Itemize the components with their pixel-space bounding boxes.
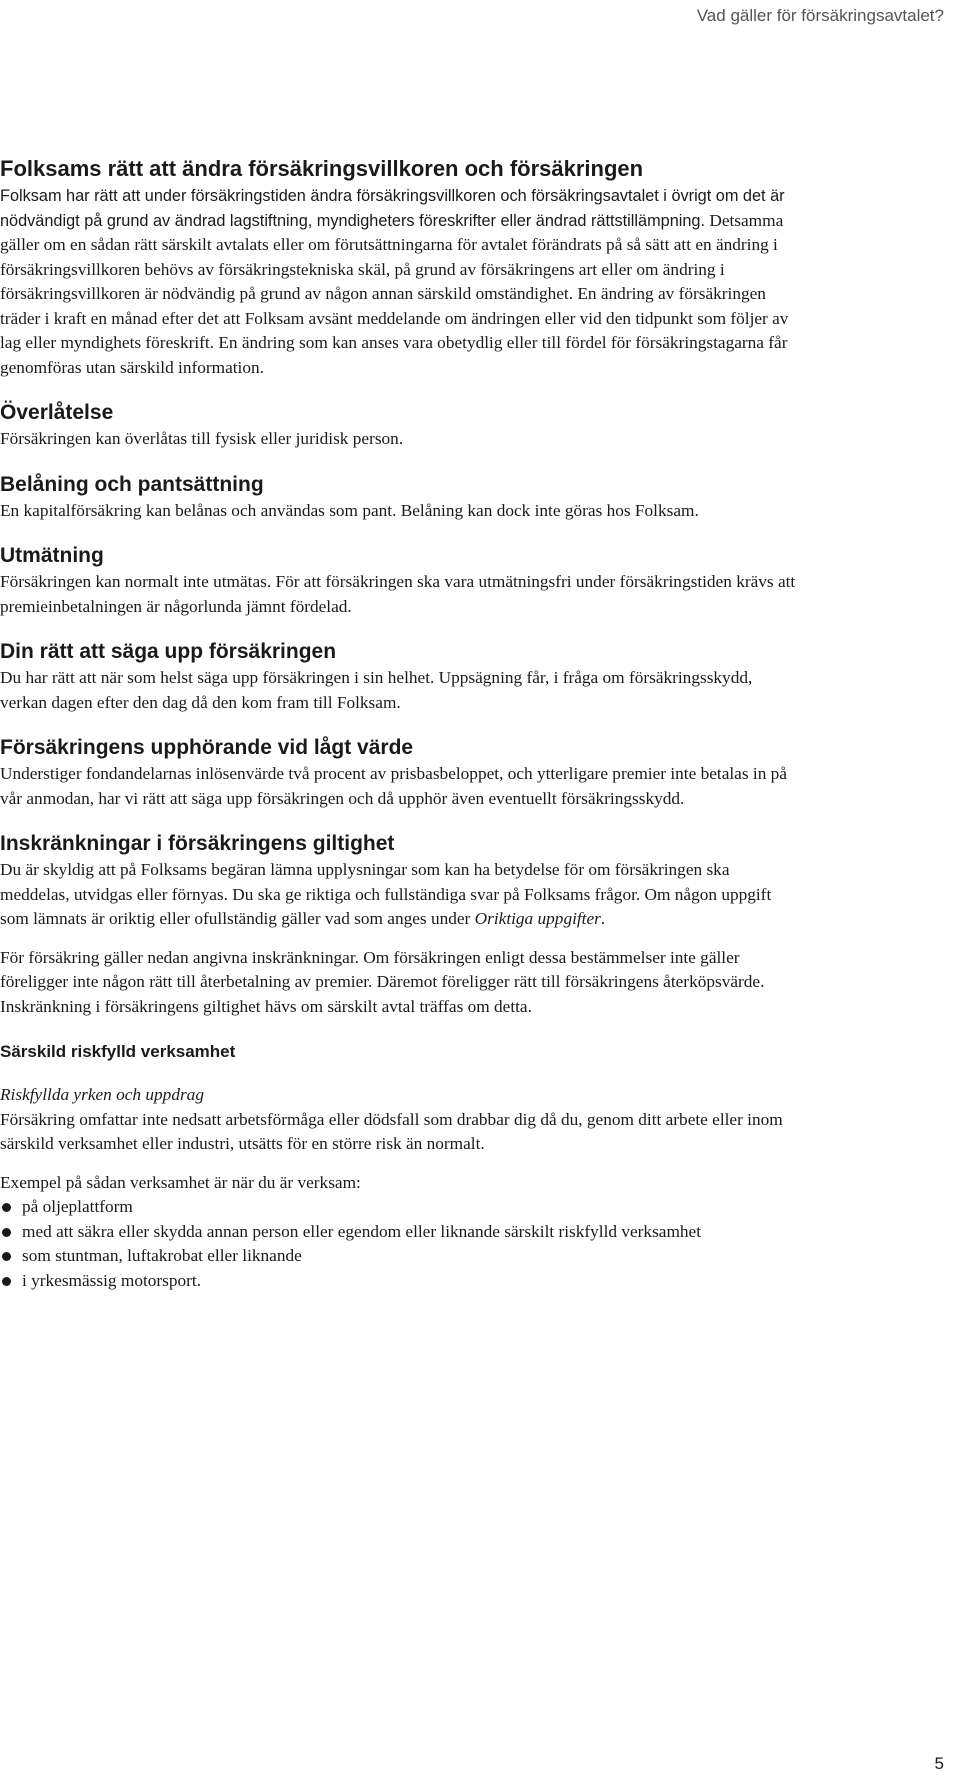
section-body-rest: Detsamma gäller om en sådan rätt särskilt avtalats eller om förutsättningarna för avtalet förändrats på så sätt att en ändring i försäkringsvillkoren behövs av försäkringstekniska skäl, på grund av försäkringens art eller om ändring i försäkringsvillkoren är nödvändig på grund av någon annan särskild omständighet. En ändring av försäkringen träder i kraft en månad efter det att Folksam avsänt meddelande om ändringen eller vid den tidpunkt som följer av lag eller myndighets föreskrift. En ändring som kan anses vara obetydlig eller till fördel för försäkringstagarna får genomföras utan särskild information. [0,210,789,377]
bullet-icon [2,1277,11,1286]
section-cancel [0,639,800,715]
bullet-icon [2,1228,11,1237]
running-header: Vad gäller för försäkringsavtalet? [696,6,944,25]
section-seizure [0,543,800,619]
section-body: Du har rätt att när som helst säga upp försäkringen i sin helhet. Uppsägning får, i fråga om försäkringsskydd, verkan dagen efter den dag då den kom fram till Folksam. [0,668,753,712]
section-body-end: . [600,909,606,928]
section-body [0,858,800,932]
section-title: Folksams rätt att ändra försäkringsvillkoren och försäkringen [0,156,644,181]
section-title: Försäkringens upphörande vid lågt värde [0,736,414,759]
section-limits [0,831,800,1019]
subsection-title: Särskild riskfylld verksamhet [0,1042,236,1061]
section-body: Försäkring omfattar inte nedsatt arbetsförmåga eller dödsfall som drabbar dig då du, genom ditt arbete eller inom särskild verksamhet eller industri, utsätts för en större risk än normalt. [0,1109,783,1153]
section-body-2: För försäkring gäller nedan angivna inskränkningar. Om försäkringen enligt dessa bestämmelser inte gäller föreligger inte någon rätt till återbetalning av premier. Däremot föreligger rätt till försäkringens återköpsvärde. Inskränkning i försäkringens giltighet hävs om särskilt avtal träffas om detta. [0,947,765,1016]
page-number: 5 [934,1754,944,1773]
section-loan [0,472,800,524]
cross-reference: Oriktiga uppgifter [474,909,601,928]
examples-list [0,1195,800,1293]
list-item [0,1269,800,1294]
bullet-icon [2,1252,11,1261]
page-content [0,156,800,1293]
section-body: En kapitalförsäkring kan belånas och användas som pant. Belåning kan dock inte göras hos Folksam. [0,500,699,520]
list-item-text: med att säkra eller skydda annan person eller egendom eller liknande särskilt riskfylld verksamhet [22,1221,702,1241]
list-item-text: i yrkesmässig motorsport. [22,1270,202,1290]
section-body: Försäkringen kan överlåtas till fysisk eller juridisk person. [0,429,404,448]
list-item-text: som stuntman, luftakrobat eller liknande [22,1246,302,1265]
section-title: Utmätning [0,544,104,567]
bullet-icon [2,1203,11,1212]
section-title: Belåning och pantsättning [0,472,264,496]
examples-intro: Exempel på sådan verksamhet är när du är verksam: [0,1172,361,1192]
section-transfer [0,400,800,452]
section-body-lead: Folksam har rätt att under försäkringstiden ändra försäkringsvillkoren och försäkringsavtalet i övrigt om det är nödvändigt på grund av ändrad lagstiftning, myndigheters föreskrifter eller ändrad rättstillämpning. [0,187,785,230]
list-item [0,1244,800,1269]
subsection-subtitle: Riskfyllda yrken och uppdrag [0,1085,204,1104]
list-item [0,1220,800,1245]
section-body [0,184,800,380]
section-risky [0,1041,800,1293]
section-title: Din rätt att säga upp försäkringen [0,640,337,663]
section-title: Överlåtelse [0,401,114,424]
section-body-text: Du är skyldig att på Folksams begäran lämna upplysningar som kan ha betydelse för om försäkringen ska meddelas, utvidgas eller förnyas. Du ska ge riktiga och fullständiga svar på Folksams frågor. Om någon uppgift som lämnats är oriktig eller ofullständig gäller vad som anges under [0,860,772,928]
section-title: Inskränkningar i försäkringens giltighet [0,832,395,855]
section-body: Försäkringen kan normalt inte utmätas. För att försäkringen ska vara utmätningsfri under försäkringstiden krävs att premieinbetalningen är någorlunda jämnt fördelad. [0,572,796,616]
section-change-terms [0,156,800,380]
list-item-text: på oljeplattform [22,1197,133,1216]
section-low-value [0,735,800,811]
list-item [0,1195,800,1220]
section-body: Understiger fondandelarnas inlösenvärde två procent av prisbasbeloppet, och ytterligare premier inte betalas in på vår anmodan, har vi rätt att säga upp försäkringen och då upphör även eventuellt försäkringsskydd. [0,764,787,808]
